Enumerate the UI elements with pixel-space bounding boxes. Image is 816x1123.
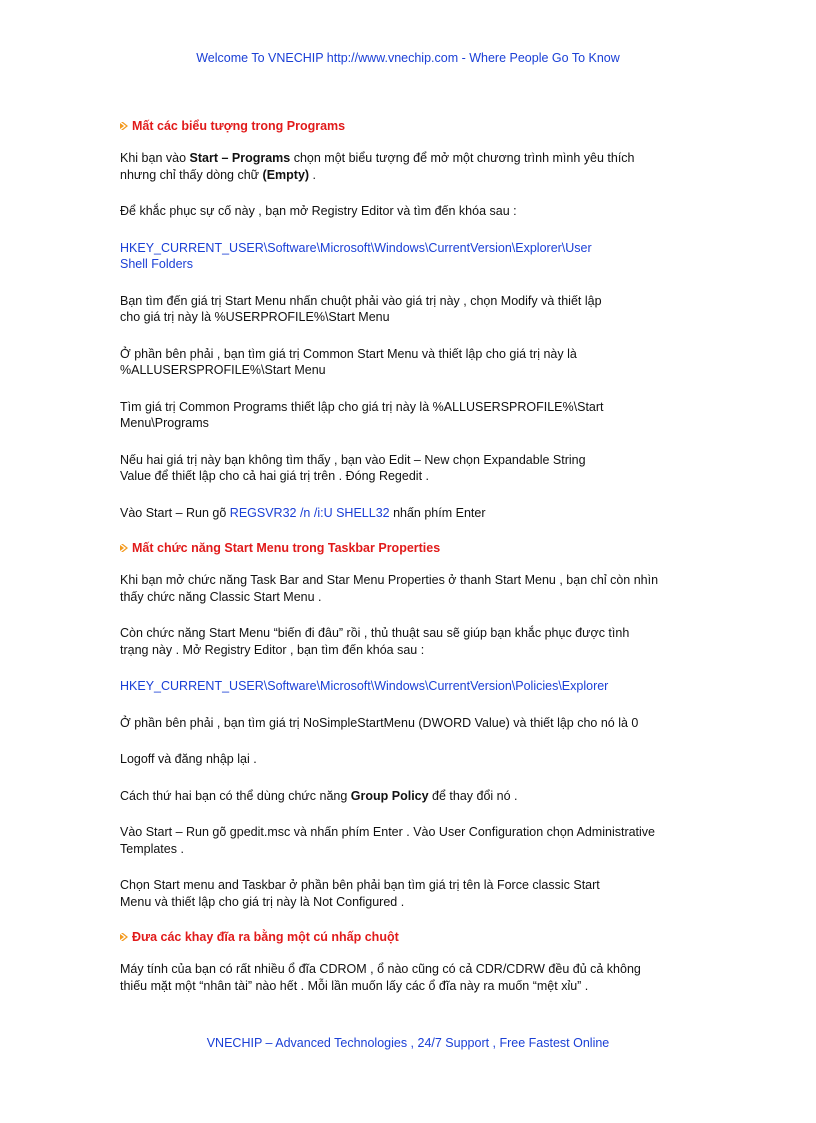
registry-key: HKEY_CURRENT_USER\Software\Microsoft\Windows\CurrentVersion\Explorer\User Shell Folders bbox=[120, 240, 592, 271]
paragraph: Nếu hai giá trị này bạn không tìm thấy , bạn vào Edit – New chọn Expandable String Value để thiết lập cho cả hai giá trị trên . Đóng Regedit . bbox=[120, 452, 586, 483]
section-heading: Đưa các khay đĩa ra bằng một cú nhấp chuột bbox=[120, 929, 698, 945]
section-heading: Mất các biểu tượng trong Programs bbox=[120, 118, 698, 134]
paragraph: Để khắc phục sự cố này , bạn mở Registry Editor và tìm đến khóa sau : bbox=[120, 204, 517, 218]
paragraph: Máy tính của bạn có rất nhiều ổ đĩa CDROM , ổ nào cũng có cả CDR/CDRW đều đủ cả không thiếu mặt một “nhân tài” nào hết . Mỗi lần muốn lấy các ổ đĩa này ra muốn “mệt xỉu” . bbox=[120, 962, 641, 993]
paragraph: Khi bạn vào Start – Programs chọn một biểu tượng để mở một chương trình mình yêu thích nhưng chỉ thấy dòng chữ (Empty) . bbox=[120, 151, 635, 182]
orange-arrow-icon bbox=[120, 932, 130, 942]
paragraph: Ở phần bên phải , bạn tìm giá trị NoSimpleStartMenu (DWORD Value) và thiết lập cho nó là 0 bbox=[120, 715, 639, 730]
command-text: REGSVR32 /n /i:U SHELL32 bbox=[229, 505, 390, 520]
orange-arrow-icon bbox=[120, 121, 130, 131]
page-footer: VNECHIP – Advanced Technologies , 24/7 Support , Free Fastest Online bbox=[206, 1036, 610, 1050]
paragraph: Vào Start – Run gõ gpedit.msc và nhấn phím Enter . Vào User Configuration chọn Administrative Templates . bbox=[120, 825, 656, 856]
paragraph: Tìm giá trị Common Programs thiết lập cho giá trị này là %ALLUSERSPROFILE%\Start Menu\Programs bbox=[120, 399, 604, 430]
section-heading: Mất chức năng Start Menu trong Taskbar Properties bbox=[120, 540, 698, 556]
paragraph: Cách thứ hai bạn có thể dùng chức năng Group Policy để thay đổi nó . bbox=[120, 788, 518, 803]
paragraph: Còn chức năng Start Menu “biến đi đâu” rồi , thủ thuật sau sẽ giúp bạn khắc phục được tình trạng này . Mở Registry Editor , bạn tìm đến khóa sau : bbox=[120, 626, 630, 657]
paragraph: Logoff và đăng nhập lại . bbox=[120, 752, 257, 766]
registry-key: HKEY_CURRENT_USER\Software\Microsoft\Windows\CurrentVersion\Policies\Explorer bbox=[120, 679, 609, 693]
paragraph: Chọn Start menu and Taskbar ở phần bên phải bạn tìm giá trị tên là Force classic Start Menu và thiết lập cho giá trị này là Not Configured . bbox=[120, 878, 600, 909]
document-body bbox=[120, 118, 698, 994]
page-header: Welcome To VNECHIP http://www.vnechip.com - Where People Go To Know bbox=[196, 51, 620, 65]
orange-arrow-icon bbox=[120, 543, 130, 553]
paragraph: Vào Start – Run gõ REGSVR32 /n /i:U SHELL32 nhấn phím Enter bbox=[120, 505, 486, 520]
paragraph: Khi bạn mở chức năng Task Bar and Star Menu Properties ở thanh Start Menu , bạn chỉ còn nhìn thấy chức năng Classic Start Menu . bbox=[120, 573, 659, 604]
paragraph: Ở phần bên phải , bạn tìm giá trị Common Start Menu và thiết lập cho giá trị này là %ALLUSERSPROFILE%\Start Menu bbox=[120, 346, 577, 377]
paragraph: Bạn tìm đến giá trị Start Menu nhấn chuột phải vào giá trị này , chọn Modify và thiết lập cho giá trị này là %USERPROFILE%\Start Menu bbox=[120, 293, 602, 324]
